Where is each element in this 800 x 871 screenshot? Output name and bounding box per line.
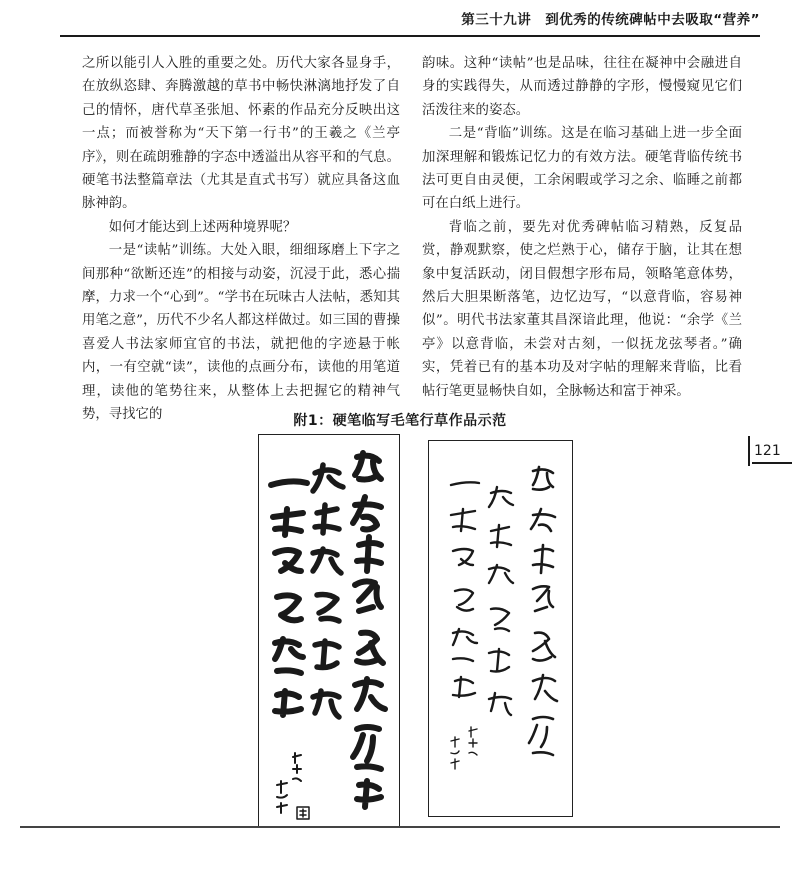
calligraphy-fine-column-2 — [489, 487, 513, 715]
calligraphy-bold-seal — [297, 807, 309, 819]
right-paragraph-1: 韵味。这种“读帖”也是品味，往往在凝神中会融进自身的实践得失，从而透过静静的字形，慢慢窥见它们活泼往来的姿态。 — [422, 56, 742, 118]
right-paragraph-2: 二是“背临”训练。这是在临习基础上进一步全面加深理解和锻炼记忆力的有效方法。硬笔背临传统书法可更自由灵便，工余闲暇或学习之余、临睡之前都可在白纸上进行。 — [422, 126, 742, 212]
footer-rule — [20, 826, 780, 828]
calligraphy-bold-column-2 — [313, 465, 343, 717]
calligraphy-bold-column-3 — [271, 481, 307, 715]
calligraphy-bold-artwork — [259, 435, 399, 827]
calligraphy-bold-signature — [277, 753, 301, 813]
page-number: 121 — [754, 443, 781, 459]
chapter-header-title: 第三十九讲 到优秀的传统碑帖中去吸取“营养” — [461, 12, 760, 28]
calligraphy-bold-column-1 — [353, 453, 385, 807]
right-text-column — [422, 52, 742, 403]
figure-caption: 附1：硬笔临写毛笔行草作品示范 — [293, 413, 507, 429]
calligraphy-fine-column-1 — [529, 467, 557, 755]
left-paragraph-1: 之所以能引人入胜的重要之处。历代大家各显身手，在放纵恣肆、奔腾激越的草书中畅快淋漓地抒发了自己的情怀，唐代草圣张旭、怀素的作品充分反映出这一点；而被誉称为“天下第一行书”的王羲之《兰亭序》，则在疏朗雅静的字态中透溢出从容平和的气息。硬笔书法整篇章法（尤其是直式书写）就应具备这血脉神韵。 — [82, 56, 400, 212]
right-paragraph-3: 背临之前，要先对优秀碑帖临习精熟，反复品赏，静观默察，使之烂熟于心，储存于脑，让其在想象中复活跃动，闭目假想字形布局，领略笔意体势，然后大胆果断落笔，边忆边写，“以意背临，容易神似”。明代书法家董其昌深谙此理，他说：“余学《兰亭》以意背临，未尝对古刻，一似抚龙弦琴者。”确实，凭着已有的基本功及对字帖的理解来背临，比看帖行笔更显畅快自如，全脉畅达和富于神采。 — [422, 219, 742, 399]
calligraphy-fine-signature — [451, 727, 477, 769]
calligraphy-fine-column-3 — [451, 482, 479, 697]
page-number-marker — [748, 436, 800, 466]
page-marker-bar — [748, 436, 750, 466]
left-paragraph-2: 如何才能达到上述两种境界呢？ — [108, 219, 297, 235]
calligraphy-fine-artwork — [429, 441, 572, 816]
left-text-column — [82, 52, 400, 427]
calligraphy-scroll-fine — [428, 440, 573, 817]
left-paragraph-3: 一是“读帖”训练。大处入眼，细细琢磨上下字之间那种“欲断还连”的相接与动姿，沉浸于此，悉心揣摩，力求一个“心到”。“学书在玩味古人法帖，悉知其用笔之意”，历代不少名人都这样做过。如三国的曹操喜爱人书法家师宜官的书法，就把他的字迹悬于帐内，一有空就“读”，读他的点画分布，读他的用笔道理，读他的笔势往来，从整体上去把握它的精神气势，寻找它的 — [82, 243, 400, 423]
page-marker-underline — [752, 462, 792, 464]
calligraphy-scroll-bold — [258, 434, 400, 828]
header-rule — [60, 35, 760, 37]
